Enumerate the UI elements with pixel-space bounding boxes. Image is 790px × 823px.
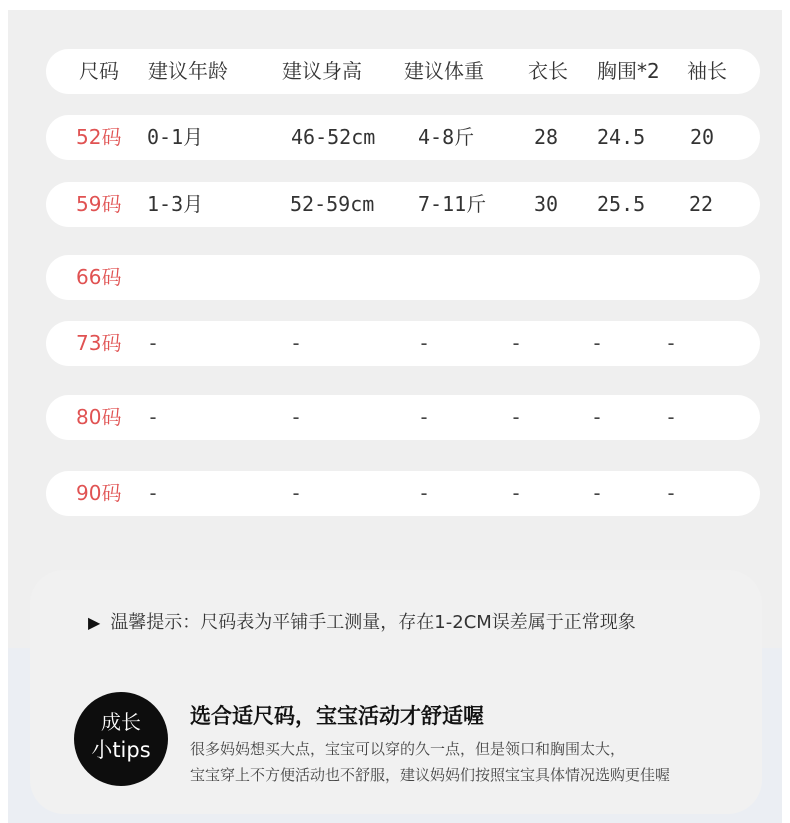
- weight-value: -: [418, 331, 431, 355]
- age-value: 0-1月: [147, 125, 204, 149]
- header-size: 尺码: [79, 59, 119, 83]
- age-value: -: [147, 405, 160, 429]
- age-value: -: [147, 331, 160, 355]
- height-value: 52-59cm: [290, 192, 375, 216]
- measurement-notice: [88, 608, 636, 638]
- sleeve-value: -: [665, 331, 678, 355]
- tips-title: 选合适尺码，宝宝活动才舒适喔: [190, 704, 484, 728]
- notice-text: 温馨提示：尺码表为平铺手工测量，存在1-2CM误差属于正常现象: [110, 612, 636, 633]
- table-row: [46, 115, 760, 160]
- growth-tips-badge: [74, 692, 168, 786]
- weight-value: 4-8斤: [418, 125, 475, 149]
- tips-line-1: 很多妈妈想买大点，宝宝可以穿的久一点，但是领口和胸围太大，: [190, 740, 626, 758]
- chest-value: -: [591, 331, 604, 355]
- weight-value: 7-11斤: [418, 192, 487, 216]
- length-value: -: [510, 405, 523, 429]
- size-label: 66码: [76, 265, 122, 289]
- size-label: 73码: [76, 331, 122, 355]
- sleeve-value: -: [665, 481, 678, 505]
- sleeve-value: 20: [690, 125, 715, 149]
- size-label: 59码: [76, 192, 122, 216]
- sleeve-value: 22: [689, 192, 714, 216]
- length-value: 30: [534, 192, 559, 216]
- badge-line1: 成长: [101, 710, 141, 734]
- chest-value: 24.5: [597, 125, 646, 149]
- table-row: [46, 255, 760, 300]
- table-row: [46, 182, 760, 227]
- header-length: 衣长: [528, 59, 568, 83]
- chest-value: -: [591, 405, 604, 429]
- header-sleeve: 袖长: [687, 59, 727, 83]
- age-value: 1-3月: [147, 192, 204, 216]
- header-chest: 胸围*2: [597, 59, 660, 83]
- table-row: [46, 471, 760, 516]
- length-value: 28: [534, 125, 559, 149]
- header-age: 建议年龄: [148, 59, 228, 83]
- height-value: 46-52cm: [291, 125, 376, 149]
- header-height: 建议身高: [282, 59, 362, 83]
- length-value: -: [510, 481, 523, 505]
- table-row: [46, 321, 760, 366]
- badge-line2: 小tips: [91, 738, 151, 762]
- length-value: -: [510, 331, 523, 355]
- sleeve-value: -: [665, 405, 678, 429]
- height-value: -: [290, 481, 303, 505]
- play-triangle-icon: ▶: [88, 613, 101, 632]
- tips-line-2: 宝宝穿上不方便活动也不舒服，建议妈妈们按照宝宝具体情况选购更佳喔: [190, 766, 671, 784]
- age-value: -: [147, 481, 160, 505]
- size-label: 80码: [76, 405, 122, 429]
- height-value: -: [290, 405, 303, 429]
- size-label: 90码: [76, 481, 122, 505]
- table-row: [46, 395, 760, 440]
- table-header: [46, 49, 760, 94]
- weight-value: -: [418, 405, 431, 429]
- chest-value: -: [591, 481, 604, 505]
- weight-value: -: [418, 481, 431, 505]
- height-value: -: [290, 331, 303, 355]
- size-label: 52码: [76, 125, 122, 149]
- header-weight: 建议体重: [404, 59, 484, 83]
- chest-value: 25.5: [597, 192, 646, 216]
